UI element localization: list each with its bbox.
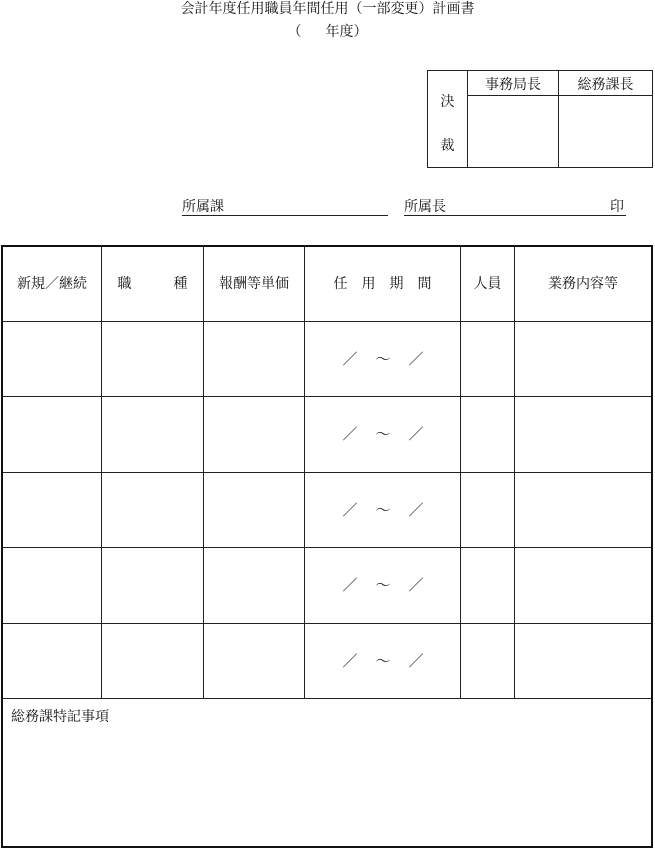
fiscal-year-line <box>0 23 655 41</box>
fiscal-year-label: 年度） <box>325 24 368 40</box>
period-row-3[interactable] <box>305 499 461 520</box>
period-tilde: ～ <box>375 576 391 594</box>
seal-label: 印 <box>610 199 624 215</box>
header-new-continue: 新規／継続 <box>17 276 87 292</box>
period-slash-end: ／ <box>408 350 424 368</box>
document-title: 会計年度任用職員年間任用（一部変更）計画書 <box>180 1 475 17</box>
period-slash-end: ／ <box>408 425 424 443</box>
general-affairs-notes-label: 総務課特記事項 <box>11 709 109 725</box>
period-tilde: ～ <box>375 501 391 519</box>
period-row-1[interactable] <box>305 348 461 369</box>
period-row-5[interactable] <box>305 650 461 671</box>
row-divider <box>3 623 651 624</box>
period-row-2[interactable] <box>305 423 461 444</box>
approval-label-top: 決 <box>440 94 455 110</box>
department-head-field[interactable] <box>404 215 626 216</box>
period-slash-end: ／ <box>408 652 424 670</box>
approval-head-general-affairs: 総務課長 <box>577 77 634 93</box>
period-slash-end: ／ <box>408 501 424 519</box>
period-tilde: ～ <box>375 652 391 670</box>
period-slash-start: ／ <box>342 501 358 519</box>
row-divider <box>3 396 651 397</box>
approval-head-secretary-general: 事務局長 <box>485 77 541 93</box>
period-slash-start: ／ <box>342 652 358 670</box>
period-row-4[interactable] <box>305 574 461 595</box>
header-job-type: 職 種 <box>117 276 188 292</box>
plan-table <box>1 245 653 848</box>
header-pay-rate: 報酬等単価 <box>219 276 289 292</box>
period-slash-start: ／ <box>342 425 358 443</box>
period-slash-start: ／ <box>342 350 358 368</box>
approval-stamp-field-general-affairs[interactable] <box>559 96 652 167</box>
row-divider <box>3 472 651 473</box>
period-tilde: ～ <box>375 350 391 368</box>
department-label: 所属課 <box>182 199 224 215</box>
row-divider <box>3 547 651 548</box>
fiscal-year-open-paren: （ <box>287 24 302 40</box>
approval-label-bottom: 裁 <box>440 138 455 154</box>
department-field[interactable] <box>182 215 388 216</box>
period-slash-start: ／ <box>342 576 358 594</box>
approval-stamp-field-secretary-general[interactable] <box>468 96 558 167</box>
department-head-label: 所属長 <box>404 199 446 215</box>
header-headcount: 人員 <box>473 276 502 292</box>
period-slash-end: ／ <box>408 576 424 594</box>
approval-box <box>427 70 653 168</box>
header-job-description: 業務内容等 <box>548 276 618 292</box>
period-tilde: ～ <box>375 425 391 443</box>
approval-side-label <box>428 71 467 167</box>
row-divider <box>3 321 651 322</box>
general-affairs-notes-field[interactable] <box>3 699 651 846</box>
header-appointment-period: 任 用 期 間 <box>333 276 432 292</box>
